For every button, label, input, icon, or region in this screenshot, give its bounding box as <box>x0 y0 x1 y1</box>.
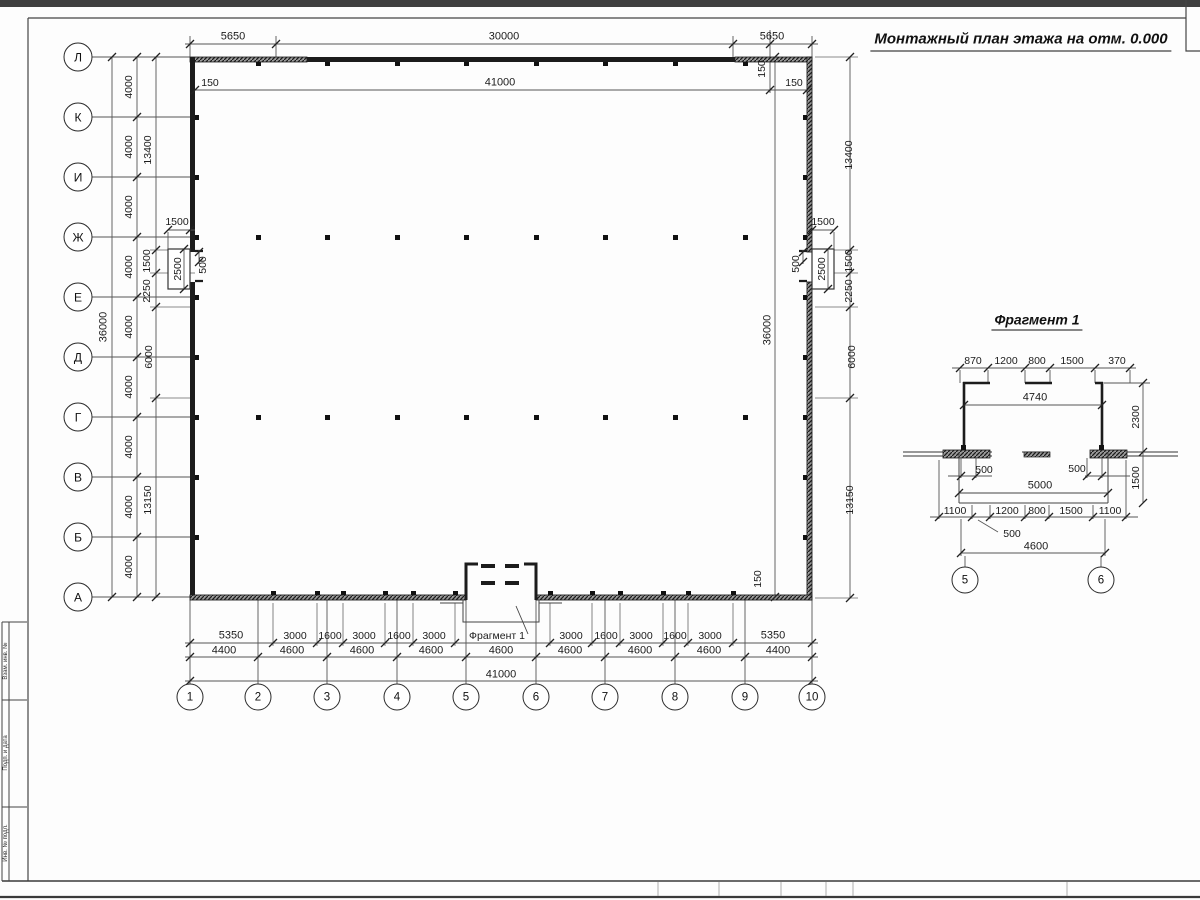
dim-2250-left: 2250 <box>140 279 153 303</box>
dim-2250-right: 2250 <box>842 279 855 303</box>
dim-4000-2: 4000 <box>122 135 135 159</box>
dim-1500-left-col: 1500 <box>140 249 153 273</box>
frag-dim-500-right: 500 <box>1068 462 1086 475</box>
dim-b1-1600c: 1600 <box>594 629 618 642</box>
frag-dim-800t: 800 <box>1028 354 1046 367</box>
notch-pit-outline <box>440 600 562 622</box>
dim-b1-3000a: 3000 <box>283 629 307 642</box>
dim-1500-right-col: 1500 <box>842 249 855 273</box>
dim-41000-top: 41000 <box>484 76 516 89</box>
axis-bubble-5: 5 <box>453 684 480 711</box>
axis-bubble-10: 10 <box>799 684 826 711</box>
screen-top-edge <box>0 0 1200 7</box>
dim-b1-5350r: 5350 <box>760 629 786 642</box>
frag-axis-bubble-6: 6 <box>1088 567 1115 594</box>
dim-top-5650-left: 5650 <box>220 30 246 43</box>
frag-dim-870: 870 <box>964 354 982 367</box>
wall-ticks-right <box>803 115 807 540</box>
axis-bubble-e: Е <box>64 283 93 312</box>
axis-bubble-8: 8 <box>662 684 689 711</box>
frag-dim-2300: 2300 <box>1129 405 1142 429</box>
columns-row-zh <box>256 235 748 240</box>
wall-bottom-right <box>536 595 812 600</box>
dim-150-topright-v: 150 <box>755 60 768 78</box>
dim-b2-4600a: 4600 <box>279 644 305 657</box>
dim-4000-7: 4000 <box>122 435 135 459</box>
wall-ticks-bottom <box>271 591 736 595</box>
dim-36000-left: 36000 <box>97 311 110 343</box>
dim-b1-1600b: 1600 <box>387 629 411 642</box>
frag-dim-1500b: 1500 <box>1059 504 1083 517</box>
wall-left-upper <box>190 57 195 252</box>
frag-footing-center <box>1024 452 1050 457</box>
dim-b1-3000e: 3000 <box>629 629 653 642</box>
stamp-label-3: Инв. № подл. <box>3 824 9 862</box>
frag-dim-500-leader: 500 <box>1003 527 1021 540</box>
dim-b2-4600d: 4600 <box>488 644 514 657</box>
dim-6000-left: 6000 <box>142 345 155 369</box>
dim-13150-right: 13150 <box>843 485 856 515</box>
axis-bubble-9: 9 <box>732 684 759 711</box>
opening-jambs <box>195 251 807 281</box>
frag-dim-370: 370 <box>1108 354 1126 367</box>
frag-dim-4740: 4740 <box>1022 391 1048 404</box>
frag-dim-1500-right: 1500 <box>1129 466 1142 490</box>
dim-13400-right: 13400 <box>842 140 855 170</box>
dim-tick-slashes <box>108 40 1147 685</box>
dim-niche-right-500: 500 <box>789 255 802 273</box>
dim-b2-4400r: 4400 <box>765 644 791 657</box>
axis-bubble-d: Д <box>64 343 93 372</box>
axis-bubble-4: 4 <box>384 684 411 711</box>
axis-bubble-3: 3 <box>314 684 341 711</box>
dim-b2-4600g: 4600 <box>696 644 722 657</box>
dim-150-left: 150 <box>201 76 219 89</box>
dim-b1-1600a: 1600 <box>318 629 342 642</box>
right-dim-lines <box>775 57 850 598</box>
axis-bubble-g: Г <box>64 403 93 432</box>
dim-niche-right-1500: 1500 <box>811 215 835 228</box>
dim-b2-4600b: 4600 <box>349 644 375 657</box>
dim-4000-6: 4000 <box>122 375 135 399</box>
stamp-label-2: Подп. и дата <box>3 735 9 771</box>
frag-dim-500-left: 500 <box>975 463 993 476</box>
frag-dim-1100l: 1100 <box>943 504 967 517</box>
frag-axis-bubble-5: 5 <box>952 567 979 594</box>
frag-dim-4600: 4600 <box>1023 540 1049 553</box>
notch-brackets <box>466 564 536 600</box>
right-ext-lines <box>815 57 858 598</box>
dim-4000-5: 4000 <box>122 315 135 339</box>
dim-niche-left-1500: 1500 <box>165 215 189 228</box>
dim-150-bottomright-v: 150 <box>751 570 764 588</box>
wall-ticks-top <box>256 62 748 66</box>
fragment-title: Фрагмент 1 <box>991 312 1082 331</box>
wall-left-lower <box>190 282 195 600</box>
dim-36000-right: 36000 <box>761 314 774 346</box>
axis-bubble-k: К <box>64 103 93 132</box>
fragment-ref-label: Фрагмент 1 <box>469 629 525 642</box>
dim-b1-1600d: 1600 <box>663 629 687 642</box>
axis-bubble-7: 7 <box>592 684 619 711</box>
dim-4000-3: 4000 <box>122 195 135 219</box>
frag-dim-1200t: 1200 <box>994 354 1018 367</box>
dim-niche-left-500: 500 <box>196 256 209 274</box>
dim-b1-3000d: 3000 <box>559 629 583 642</box>
axis-bubble-6: 6 <box>523 684 550 711</box>
dim-b1-5350l: 5350 <box>218 629 244 642</box>
dim-41000-bottom: 41000 <box>485 668 517 681</box>
frag-dim-1500t: 1500 <box>1060 354 1084 367</box>
dim-4000-9: 4000 <box>122 555 135 579</box>
dim-6000-right: 6000 <box>845 345 858 369</box>
dim-b2-4600e: 4600 <box>557 644 583 657</box>
axis-bubble-v: В <box>64 463 93 492</box>
dim-13400-left: 13400 <box>141 135 154 165</box>
frag-dim-800b: 800 <box>1028 504 1046 517</box>
axis-bubble-i: И <box>64 163 93 192</box>
dim-top-5650-right: 5650 <box>759 30 785 43</box>
dim-4000-4: 4000 <box>122 255 135 279</box>
frag-2300-line <box>1104 383 1150 452</box>
axis-bubble-2: 2 <box>245 684 272 711</box>
dim-b1-3000f: 3000 <box>698 629 722 642</box>
plan-title: Монтажный план этажа на отм. 0.000 <box>870 31 1171 52</box>
dim-4000-1: 4000 <box>122 75 135 99</box>
titleblock-ticks <box>658 882 1067 896</box>
axis-bubble-l: Л <box>64 43 93 72</box>
axis-bubble-a: А <box>64 583 93 612</box>
columns-row-g <box>256 415 748 420</box>
dim-niche-left-2500: 2500 <box>171 257 184 281</box>
dim-top-30000: 30000 <box>488 30 520 43</box>
dim-150-right: 150 <box>785 76 803 89</box>
dim-b2-4400l: 4400 <box>211 644 237 657</box>
dim-b2-4600f: 4600 <box>627 644 653 657</box>
frag-post-plates <box>961 445 1104 450</box>
frag-dim-1200b: 1200 <box>995 504 1019 517</box>
dim-b1-3000c: 3000 <box>422 629 446 642</box>
dim-13150-left: 13150 <box>141 485 154 515</box>
axis-bubble-b: Б <box>64 523 93 552</box>
frag-dim-1100r: 1100 <box>1098 504 1122 517</box>
wall-top-hatch-left <box>190 57 307 62</box>
frag-dim-5000: 5000 <box>1027 479 1053 492</box>
dim-4000-8: 4000 <box>122 495 135 519</box>
frag-top-dim <box>952 368 1136 383</box>
frag-footing-left <box>943 450 990 458</box>
dim-b1-3000b: 3000 <box>352 629 376 642</box>
wall-bottom-left <box>190 595 466 600</box>
wall-ticks-left <box>195 115 199 540</box>
frame-corner-mark <box>1186 0 1200 51</box>
axis-bubble-zh: Ж <box>64 223 93 252</box>
axis-bubble-1: 1 <box>177 684 204 711</box>
frame-border <box>28 18 1186 881</box>
dim-b2-4600c: 4600 <box>418 644 444 657</box>
stamp-label-1: Взам. инв. № <box>3 642 9 680</box>
wall-right-lower <box>807 282 812 600</box>
frag-500-leader <box>978 520 998 532</box>
dim-niche-right-2500: 2500 <box>815 257 828 281</box>
notch-dashes <box>481 566 519 583</box>
